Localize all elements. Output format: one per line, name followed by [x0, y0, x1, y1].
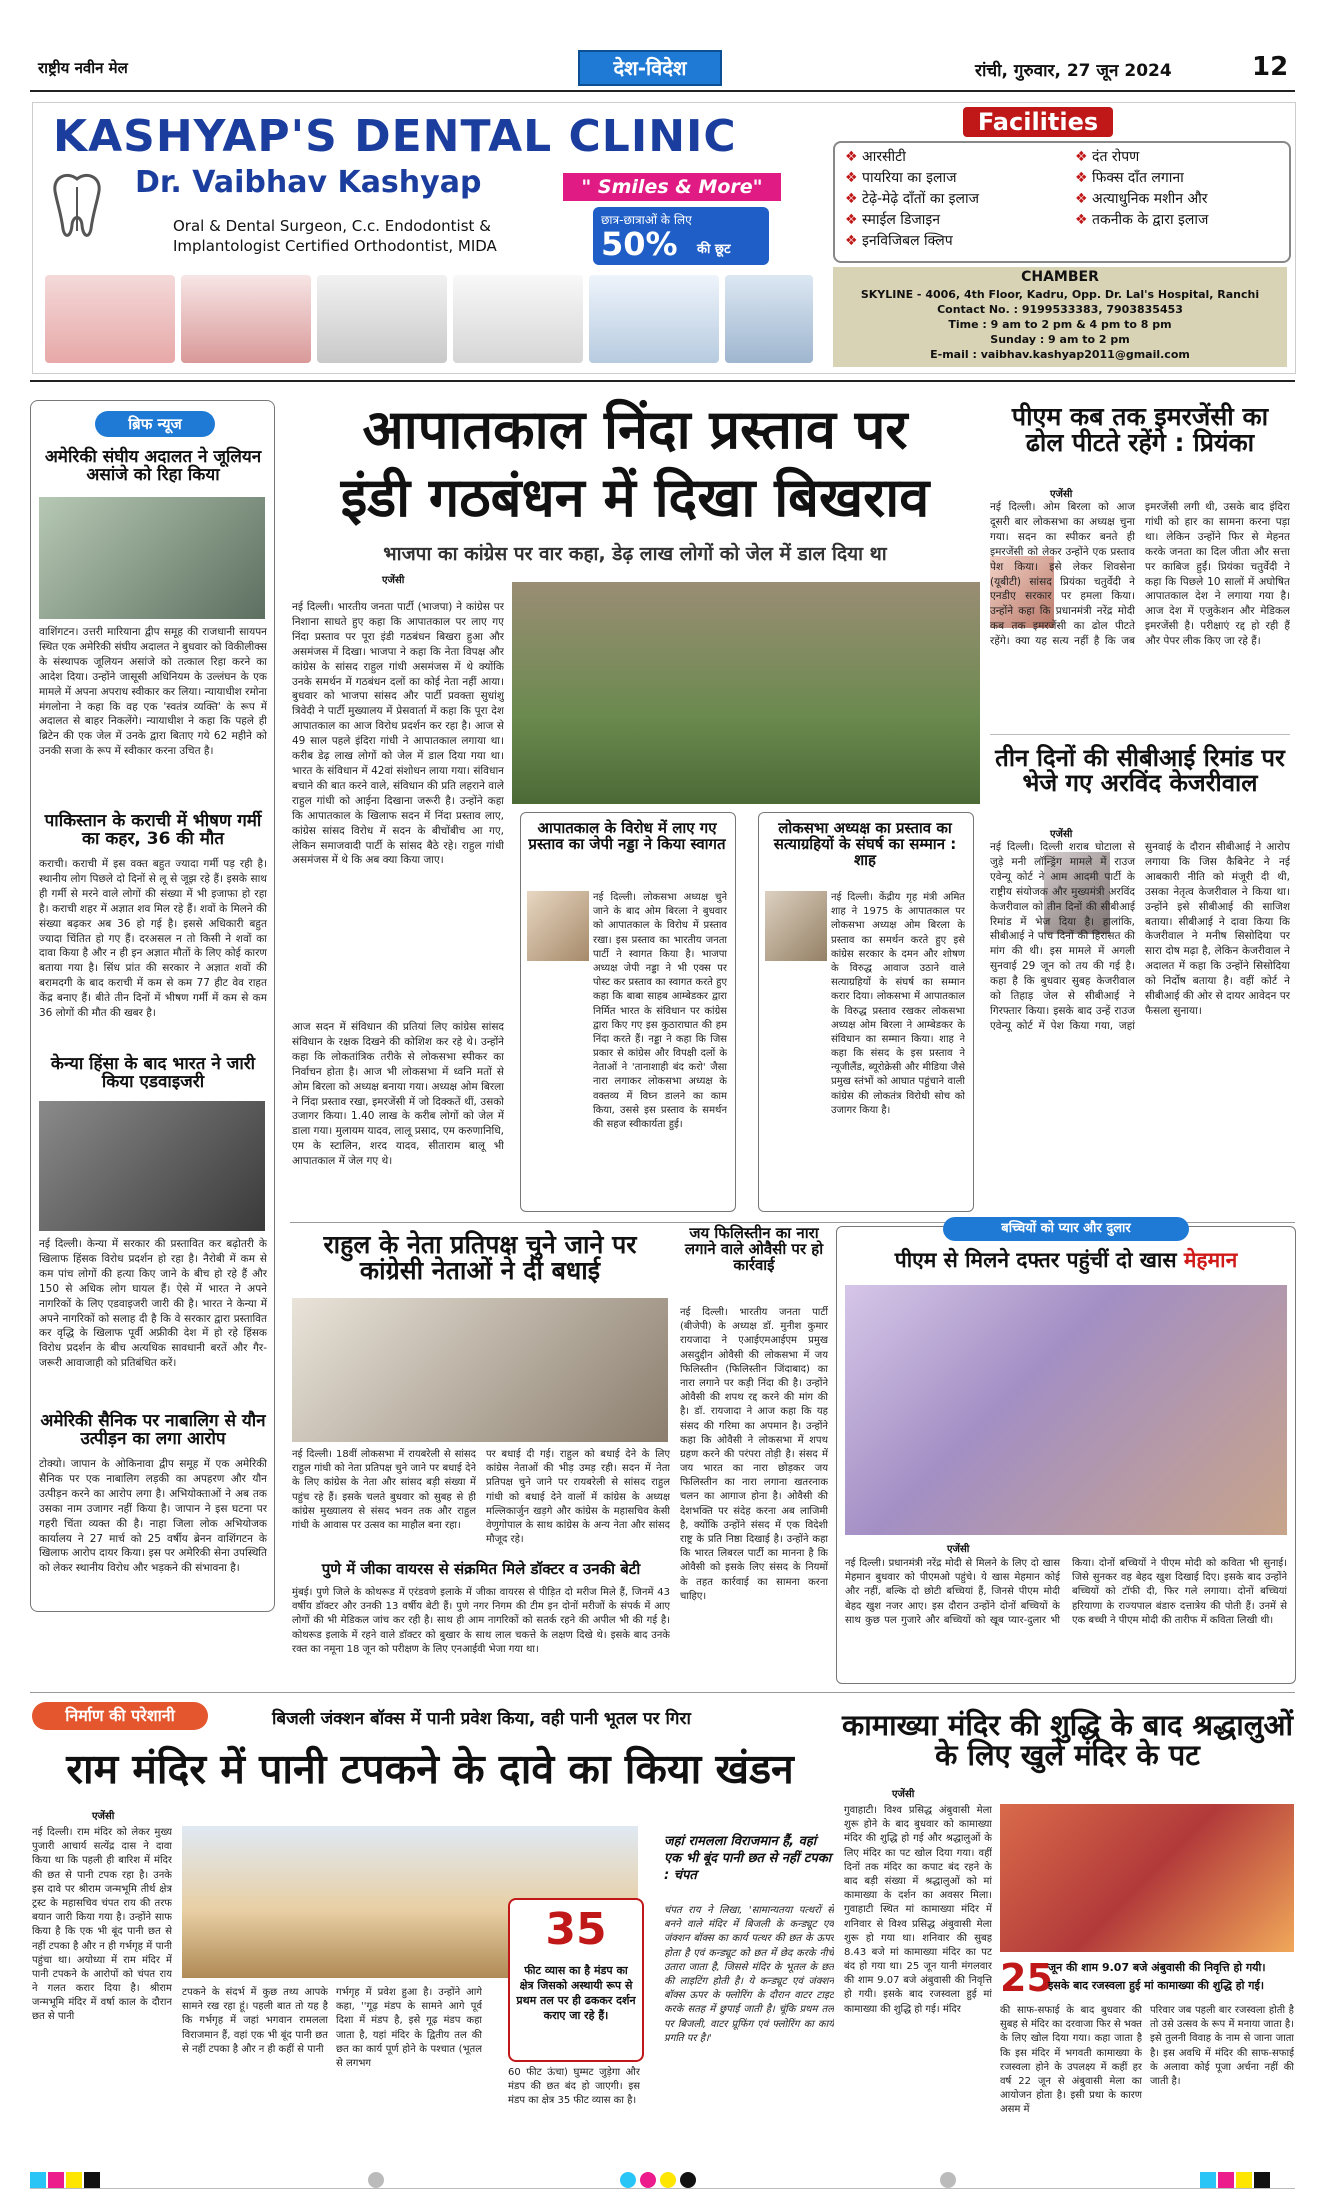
rahul-body-2: पर बधाई दी गई। राहुल को बधाई देने के लिए कांग्रेस नेताओं की भीड़ उमड़ रही। सदन में नेता प्रतिपक्ष चुने जाने पर रायबरेली से सांसद राहुल गांधी को बधाई देने वालों में कांग्रेस के अध्यक्ष मल्लिकार्जुन खड़गे और कांग्रेस के महासचिव केसी वेणुगोपाल के साथ कांग्रेस के अन्य नेता और सांसद मौजूद रहे। [486, 1449, 670, 1546]
registration-mark-sq-1 [1218, 2172, 1234, 2188]
kamakhya-body-3: परिवार जब पहली बार रजस्वला होती है तो उसे उत्सव के रूप में मनाया जाता है। इसे तुलनी विवाह के नाम से जाना जाता है। इस अवधि में मंदिर की साफ-सफाई के अलावा कोई पूजा अर्चना नहीं की जाती है। [1150, 2005, 1294, 2087]
bullet-icon: ❖ [845, 233, 863, 249]
parliament-photo [512, 582, 980, 804]
facility-left-1 [845, 168, 1065, 189]
ram-body-2: टपकने के संदर्भ में कुछ तथ्य आपके सामने रख रहा हूं। पहली बात तो यह है कि गर्भगृह में जहां भगवान रामलला विराजमान हैं, वहां एक भी बूंद पानी छत से नहीं टपका है और न ही कहीं से पानी [182, 1987, 328, 2055]
masthead-rule [30, 90, 1295, 92]
pm-kids-byline: एजेंसी [947, 1544, 970, 1555]
brief-news-label: ब्रिफ न्यूज [95, 411, 215, 437]
registration-mark-sq-3 [1254, 2172, 1270, 2188]
rahul-headline: राहुल के नेता प्रतिपक्ष चुने जाने पर कांग्रेसी नेताओं ने दी बधाई [323, 1230, 637, 1286]
nadda-box [520, 812, 736, 1212]
registration-mark-sq-0 [30, 2172, 46, 2188]
lead-body-1: नई दिल्ली। भारतीय जनता पार्टी (भाजपा) ने कांग्रेस पर निशाना साधते हुए कहा कि आपातकाल पर लाए गए निंदा प्रस्ताव पर पूरा इंडी गठबंधन बिखरा हुआ और असमंजस में दिखा। भाजपा ने कहा कि नेता विपक्ष और कांग्रेस के सांसद राहुल गांधी असमंजस में थे क्योंकि उनके समर्थन में गठबंधन दलों का कोई नेता नहीं आया। बुधवार को भाजपा सांसद और पार्टी प्रवक्ता सुधांशु त्रिवेदी ने पार्टी मुख्यालय में प्रेसवार्ता में कहा कि पूरा देश आपातकाल का आज विरोध प्रदर्शन कर रहा है। आज से 49 साल पहले इंदिरा गांधी ने आपातकाल लगाया था। करीब डेढ़ लाख लोगों को जेल में डाल दिया गया था। भारत के संविधान में 42वां संशोधन लाया गया। संविधान बचाने की बात करने वाले, संविधान की प्रति लहराने वाले राहुल गांधी को आईना दिखाना जरूरी है। उन्होंने कहा कि आपातकाल के खिलाफ सदन में निंदा प्रस्ताव लाए, कांग्रेस सांसद विरोध में सदन के बीचोंबीच आ गए, लेकिन समाजवादी पार्टी के सांसद बैठे रहे। राहुल गांधी असमंजस में थे कि अब क्या किया जाए। [292, 601, 504, 867]
priyanka-headline: पीएम कब तक इमरजेंसी का ढोल पीटते रहेंगे : प्रियंका [1011, 402, 1269, 458]
lead-body-2: आज सदन में संविधान की प्रतियां लिए कांग्रेस सांसद संविधान के रक्षक दिखने की कोशिश कर रहे थे। उन्होंने कहा कि लोकतांत्रिक तरीके से लोकसभा स्पीकर का निर्वाचन होता है। आज भी लोकसभा में ध्वनि मतों से ओम बिरला को अध्यक्ष बनाया गया। अध्यक्ष ओम बिरला ने निंदा प्रस्ताव रखा, इमरजेंसी में जो दिक्कतें थीं, उसको उजागर किया। 1.40 लाख के करीब लोगों को जेल में डाला गया। मुलायम यादव, लालू प्रसाद, एम करुणानिधि, एम के स्टालिन, शरद यादव, सीताराम बालू भी आपातकाल में जेल गए थे। [292, 1021, 504, 1168]
facilities-right-list [1075, 147, 1285, 231]
facility-label: दंत रोपण [1092, 149, 1140, 165]
pm-kids-headline [845, 1249, 1287, 1271]
chamber-line-1: Contact No. : 9199533383, 7903835453 [937, 303, 1183, 316]
registration-mark-sq-2 [66, 2172, 82, 2188]
rahul-body-1: नई दिल्ली। 18वीं लोकसभा में रायबरेली से सांसद राहुल गांधी को नेता प्रतिपक्ष चुने जाने पर बधाई देने के लिए कांग्रेस के नेता और सांसद बड़ी संख्या में पहुंच रहे हैं। इसके चलते बुधवार को सुबह से ही कांग्रेस मुख्यालय से संसद भवन तक और राहुल गांधी के आवास पर उत्सव का माहौल बना रहा। [292, 1449, 476, 1531]
kejriwal-body: नई दिल्ली। दिल्ली शराब घोटाला से जुड़े मनी लॉन्ड्रिंग मामले में राउज एवेन्यू कोर्ट ने आम आदमी पार्टी के राष्ट्रीय संयोजक और मुख्यमंत्री अरविंद केजरीवाल को तीन दिनों की सीबीआई रिमांड में भेज दिया है। हालांकि, सीबीआई ने पांच दिनों की हिरासत की मांग की थी। इस मामले में अगली सुनवाई 29 जून को तय की गई है। कहा है कि बुधवार सुबह केजरीवाल को तिहाड़ जेल से सीबीआई ने गिरफ्तार किया। इसके बाद उन्हें राउज एवेन्यू कोर्ट में पेश किया गया, जहां सुनवाई के दौरान सीबीआई ने आरोप लगाया कि जिस कैबिनेट ने नई आबकारी नीति को मंजूरी दी थी, उसका नेतृत्व केजरीवाल ने किया था। उन्होंने इसे सीबीआई की साजिश बताया। सीबीआई ने दावा किया कि केजरीवाल ने मनीष सिसोदिया पर सारा दोष मढ़ा है, लेकिन केजरीवाल ने अदालत में कहा कि उन्होंने सिसोदिया को निर्दोष बताया है। वहीं कोर्ट ने सीबीआई की ओर से दायर आवेदन पर फैसला सुनाया। [990, 841, 1290, 1032]
paper-name: राष्ट्रीय नवीन मेल [38, 59, 128, 77]
bullet-icon: ❖ [1075, 149, 1093, 165]
facility-right-3 [1075, 210, 1285, 231]
facility-right-2 [1075, 189, 1285, 210]
facility-label: अत्याधुनिक मशीन और [1092, 191, 1208, 207]
rahul-photo [292, 1298, 668, 1442]
facility-left-4 [845, 231, 1065, 252]
shah-box [758, 812, 974, 1212]
dental-clinic-ad [32, 102, 1296, 374]
clinic-name: KASHYAP'S DENTAL CLINIC [53, 111, 737, 162]
kamakhya-byline: एजेंसी [892, 1789, 915, 1800]
shah-photo [765, 891, 827, 961]
right-divider [990, 734, 1290, 735]
kamakhya-headline: कामाख्या मंदिर की शुद्धि के बाद श्रद्धालुओं के लिए खुले मंदिर के पट [841, 1708, 1294, 1773]
chamber-line-3: Sunday : 9 am to 2 pm [990, 333, 1130, 346]
brief-3-body: नई दिल्ली। केन्या में सरकार की प्रस्तावित कर बढ़ोतरी के खिलाफ हिंसक विरोध प्रदर्शन हो रहा है। नैरोबी में कम से कम पांच लोगों की हत्या किए जाने के बीच हो रहे हैं और 150 से अधिक लोग घायल हैं। ऐसे में भारत ने अपने नागरिकों के लिए एडवाइजरी जारी की है। भारत ने केन्या में अपने नागरिकों को सलाह दी है कि वे सरकार द्वारा प्रस्तावित कर वृद्धि के खिलाफ पूर्वी अफ्रीकी देश में हो रहे हिंसक विरोध प्रदर्शन के बीच अत्यधिक सावधानी बरतें और गैर-जरूरी आवाजाही को प्रतिबंधित करें। [39, 1238, 267, 1370]
brief-news-column [30, 400, 275, 1612]
ram-label: निर्माण की परेशानी [32, 1702, 208, 1730]
kejriwal-headline: तीन दिनों की सीबीआई रिमांड पर भेजे गए अरविंद केजरीवाल [995, 744, 1285, 798]
brief-4-body: टोक्यो। जापान के ओकिनावा द्वीप समूह में एक अमेरिकी सैनिक पर एक नाबालिग लड़की का अपहरण और यौन उत्पीड़न करने का आरोप लगा है। अभियोक्ताओं ने अब तक उसका नाम उजागर नहीं किया है। जापान ने इस घटना पर गहरी चिंता व्यक्त की है। नाहा जिला लोक अभियोजक कार्यालय ने 27 मार्च को 25 वर्षीय ब्रेनन वाशिंगटन के खिलाफ आरोप दायर किया। इस पर अमेरिकी सेना उपस्थिति को लेकर स्थानीय विरोध और भड़कने की संभावना है। [39, 1458, 267, 1575]
lead-byline: एजेंसी [382, 575, 405, 586]
nadda-headline: आपातकाल के विरोध में लाए गए प्रस्ताव का जेपी नड्डा ने किया स्वागत [528, 819, 726, 853]
bullet-icon: ❖ [1075, 212, 1093, 228]
brief-4-headline: अमेरिकी सैनिक पर नाबालिग से यौन उत्पीड़न का लगा आरोप [40, 1411, 266, 1449]
tooth-logo [47, 173, 107, 243]
registration-mark-dot-0 [620, 2172, 636, 2188]
chamber-line-0: SKYLINE - 4006, 4th Floor, Kadru, Opp. Dr. Lal's Hospital, Ranchi [860, 288, 1260, 301]
reg-mark-2 [940, 2172, 956, 2188]
registration-mark-sq-1 [48, 2172, 64, 2188]
kamakhya-body-1: गुवाहाटी। विश्व प्रसिद्ध अंबुवासी मेला शुरू होने के बाद बुधवार को कामाख्या मंदिर की शुद्धि हो गई और श्रद्धालुओं के लिए मंदिर का पट खोल दिया गया। वहीं दिनों तक मंदिर का कपाट बंद रहने के बाद बड़ी संख्या में श्रद्धालुओं को मां कामाख्या के दर्शन का अवसर मिला। गुवाहाटी स्थित मां कामाख्या मंदिर में शनिवार से विश्व प्रसिद्ध अंबुवासी मेला शुरू हो गया था। शनिवार की सुबह 8.43 बजे मां कामाख्या मंदिर का पट बंद हो गया था। 25 जून यानी मंगलवार की शाम 9.07 बजे अंबुवासी की निवृत्ति हो गयी। इसके बाद रजस्वला हुई मां कामाख्या की शुद्धि हो गई। मंदिर [844, 1805, 992, 2015]
dental-photo-6 [725, 275, 813, 363]
facility-right-1 [1075, 168, 1285, 189]
nadda-body: नई दिल्ली। लोकसभा अध्यक्ष चुने जाने के बाद ओम बिरला ने बुधवार को आपातकाल के विरोध में प्रस्ताव रखा। इस प्रस्ताव का भारतीय जनता पार्टी ने स्वागत किया है। भाजपा अध्यक्ष जेपी नड्डा ने भी एक्स पर पोस्ट कर प्रस्ताव का स्वागत करते हुए कहा कि बाबा साहब आम्बेडकर द्वारा निर्मित भारत के संविधान पर कांग्रेस द्वारा किए गए इस कुठाराघात की हम निंदा करते हैं। नड्डा ने कहा कि जिस प्रकार से कांग्रेस और विपक्षी दलों के नेताओं ने 'तानाशाही बंद करो' जैसा नारा लगाकर लोकसभा अध्यक्ष के वक्तव्य में विघ्न डालने का काम किया, उससे इस प्रस्ताव के समर्थन की सहज स्वीकार्यता हुई। [593, 892, 727, 1130]
assange-photo [39, 497, 265, 619]
zika-body: मुंबई। पुणे जिले के कोथरूड में एरंडवणे इलाके में जीका वायरस से पीड़ित दो मरीज मिले हैं, जिनमें 43 वर्षीय डॉक्टर और उनकी 13 वर्षीय बेटी हैं। पुणे नगर निगम की टीम इन दोनों मरीजों के संपर्क में आए लोगों की भी मेडिकल जांच कर रही है। साथ ही आम नागरिकों को सतर्क रहने की अपील भी की गई है। कोथरूड इलाके में रहने वाले डॉक्टर को बुखार के साथ लाल चकत्ते के लक्षण दिखे थे। इसके बाद उनके रक्त का नमूना 18 जून को परीक्षण के लिए एनआईवी भेजा गया था। [292, 1587, 670, 1655]
discount-suffix: की छूट [697, 242, 731, 257]
owaisi-headline: जय फिलिस्तीन का नारा लगाने वाले ओवैसी पर हो कार्रवाई [684, 1224, 824, 1274]
bullet-icon: ❖ [845, 170, 863, 186]
pm-kids-photo [845, 1285, 1287, 1535]
kamakhya-stat-text-2: इसके बाद रजस्वला हुई मां कामाख्या की शुद्धि हो गई। [1048, 1979, 1265, 1992]
ram-kicker: बिजली जंक्शन बॉक्स में पानी प्रवेश किया, वही पानी भूतल पर गिरा [272, 1709, 691, 1729]
footer-rule [30, 2188, 1295, 2189]
shah-body: नई दिल्ली। केंद्रीय गृह मंत्री अमित शाह ने 1975 के आपातकाल पर लोकसभा अध्यक्ष ओम बिरला के प्रस्ताव का समर्थन करते हुए इसे कांग्रेस सरकार के दमन और शोषण के विरुद्ध आवाज उठाने वाले सत्याग्रहियों के संघर्ष का सम्मान करार दिया। लोकसभा में आपातकाल के विरुद्ध प्रस्ताव रखकर लोकसभा अध्यक्ष ओम बिरला ने आम्बेडकर के संविधान का सम्मान किया। शाह ने कहा कि संसद के इस प्रस्ताव ने न्यूजीलैंड, ब्यूरोक्रेसी और मीडिया जैसे प्रमुख स्तंभों को आघात पहुंचाने वाली कांग्रेस की लोकतंत्र विरोधी सोच को उजागर किया है। [831, 892, 965, 1116]
section-tag: देश-विदेश [578, 50, 722, 86]
ram-headline: राम मंदिर में पानी टपकने के दावे का किया खंडन [66, 1745, 794, 1793]
quals-line1: Oral & Dental Surgeon, C.c. Endodontist & [173, 217, 491, 235]
owaisi-body: नई दिल्ली। भारतीय जनता पार्टी (बीजेपी) के अध्यक्ष डॉ. मुनीश कुमार रायजादा ने एआईएमआईएम प्रमुख असदुद्दीन ओवैसी की लोकसभा में जय फिलिस्तीन (फिलिस्तीन जिंदाबाद) का नारा लगाने पर कड़ी निंदा की है। उन्होंने ओवैसी की शपथ रद्द करने की मांग की है। डॉ. रायजादा ने आज कहा कि यह संसद की गरिमा का अपमान है। उन्होंने कहा कि ओवैसी ने लोकसभा में शपथ ग्रहण करने की परंपरा तोड़ी है। संसद में जय भारत का नारा छोड़कर जय फिलिस्तीन का नारा लगाना खतरनाक चलन का आगाज होना है। ओवैसी की देशभक्ति पर संदेह करना अब लाजिमी है, क्योंकि उन्होंने संसद में एक विदेशी राष्ट्र के प्रति निष्ठा दिखाई है। उन्होंने कहा कि भारत लिबरल पार्टी का मानना है कि ओवैसी को इसके लिए संसद के नियमों के तहत कार्रवाई का सामना करना चाहिए। [680, 1307, 828, 1602]
discount-badge [593, 207, 769, 265]
bullet-icon: ❖ [1075, 191, 1093, 207]
priyanka-byline: एजेंसी [1050, 489, 1073, 500]
brief-2-body: कराची। कराची में इस वक्त बहुत ज्यादा गर्मी पड़ रही है। स्थानीय लोग पिछले दो दिनों से लू से जूझ रहे हैं। इसके साथ ही गर्मी से मरने वाले लोगों की संख्या में भी इजाफा हो रहा है। कराची शहर में अज्ञात शव मिल रहे हैं। शवों के मिलने की संख्या बढ़कर अब 36 हो गई है। इससे अधिकारी बहुत ज्यादा चिंतित हो गए हैं। दरअसल न तो किसी ने शवों का दावा किया है और न ही इन अज्ञात मौतों के लिए कोई कारण बताया गया है। सिंध प्रांत की सरकार ने अज्ञात शवों की बरामदगी के बाद कराची में कम से कम 77 हीट वेव राहत केंद्र बनाए हैं। बीते तीन दिनों में भीषण गर्मी में कम से कम 36 लोगों की मौत की खबर है। [39, 858, 267, 1020]
facilities-title: Facilities [963, 107, 1113, 137]
ram-quote-head: जहां रामलला विराजमान हैं, वहां एक भी बूंद पानी छत से नहीं टपका : चंपत [664, 1834, 832, 1883]
facility-left-0 [845, 147, 1065, 168]
facility-label: आरसीटी [862, 149, 906, 165]
kamakhya-body-2: की साफ-सफाई के बाद बुधवार की सुबह से मंदिर का दरवाजा फिर से भक्त के लिए खोल दिया गया। कहा जाता है कि इस मंदिर में भगवती कामाख्या के रजस्वला होने के उपलक्ष्य में कहीं हर वर्ष 22 जून से अंबुवासी मेला का आयोजन होता है। इसी प्रथा के कारण असम में [1000, 2005, 1142, 2116]
facility-right-0 [1075, 147, 1285, 168]
lead-subhead: भाजपा का कांग्रेस पर वार कहा, डेढ़ लाख लोगों को जेल में डाल दिया था [383, 543, 887, 565]
facility-left-3 [845, 210, 1065, 231]
registration-mark-sq-0 [1200, 2172, 1216, 2188]
brief-3-headline: केन्या हिंसा के बाद भारत ने जारी किया एडवाइजरी [50, 1054, 256, 1092]
quals-line2: Implantologist Certified Orthodontist, MIDA [173, 237, 497, 255]
kamakhya-stat [1000, 1956, 1294, 2000]
tagline: " Smiles & More" [563, 173, 781, 201]
lead-headline-1: आपातकाल निंदा प्रस्ताव पर [362, 398, 908, 461]
pm-kids-headline-accent: मेहमान [1183, 1248, 1238, 1272]
kejriwal-byline: एजेंसी [1050, 829, 1073, 840]
bullet-icon: ❖ [845, 191, 863, 207]
kamakhya-stat-number: 25 [1000, 1956, 1053, 2000]
kenya-photo [39, 1101, 265, 1231]
chamber-line-4: E-mail : vaibhav.kashyap2011@gmail.com [930, 348, 1190, 361]
discount-value: 50% [601, 225, 678, 263]
priyanka-body: नई दिल्ली। ओम बिरला को आज दूसरी बार लोकसभा का अध्यक्ष चुना गया। सदन का स्पीकर बनते ही इमरजेंसी को लेकर उन्होंने एक प्रस्ताव पेश किया। इसे लेकर शिवसेना (यूबीटी) सांसद प्रियंका चतुर्वेदी ने एनडीए सरकार पर हमला किया। उन्होंने कहा कि प्रधानमंत्री नरेंद्र मोदी कब तक इमरजेंसी का ढोल पीटते रहेंगे। क्या यह सत्य नहीं है कि जब इमरजेंसी लगी थी, उसके बाद इंदिरा गांधी को हार का सामना करना पड़ा था। लेकिन उन्होंने फिर से मेहनत करके जनता का दिल जीता और सत्ता पर काबिज हुईं। प्रियंका चतुर्वेदी ने कहा कि पिछले 10 सालों में अघोषित आपातकाल देश ने लगाया गया है। आज देश में एजुकेशन और मेडिकल इमरजेंसी है। परीक्षाएं रद्द हो रही हैं और पेपर लीक किए जा रहे हैं। [990, 501, 1290, 648]
facility-label: स्माईल डिजाइन [862, 212, 941, 228]
zika-headline: पुणे में जीका वायरस से संक्रमित मिले डॉक्टर व उनकी बेटी [321, 1560, 641, 1578]
dateline: रांची, गुरुवार, 27 जून 2024 [975, 61, 1172, 81]
ram-stat-caption: 60 फीट ऊंचा) घुम्मट जुड़ेगा और मंडप की छत बंद हो जाएगी। इस मंडप का क्षेत्र 35 फीट व्यास का है। [508, 2067, 640, 2107]
bullet-icon: ❖ [845, 212, 863, 228]
chamber-box [833, 267, 1287, 367]
kamakhya-photo [1000, 1804, 1294, 1952]
lower-rule [30, 1692, 1295, 1693]
ram-body-1: नई दिल्ली। राम मंदिर को लेकर मुख्य पुजारी आचार्य सत्येंद्र दास ने दावा किया था कि पहली ही बारिश में मंदिर की छत से पानी टपक रहा है। उनके इस दावे पर श्रीराम जन्मभूमि तीर्थ क्षेत्र ट्रस्ट के महासचिव चंपत राय की तरफ बयान जारी किया गया है। उन्होंने साफ किया है कि एक भी बूंद पानी छत से नहीं टपका है और न ही गर्भगृह में पानी पहुंचा था। अयोध्या में राम मंदिर में पानी टपकने के आरोपों को चंपत राय ने गलत करार दिया है। श्रीराम जन्मभूमि मंदिर में वर्षा काल के दौरान छत से पानी [32, 1827, 172, 2023]
pm-kids-label: बच्चियों को प्यार और दुलार [943, 1217, 1189, 1241]
chamber-title: CHAMBER [1021, 269, 1099, 285]
brief-1-headline: अमेरिकी संघीय अदालत ने जूलियन असांजे को रिहा किया [44, 447, 262, 485]
facilities-box [833, 141, 1291, 263]
facility-label: पायरिया का इलाज [862, 170, 957, 186]
reg-mark-1 [368, 2172, 384, 2188]
ram-quote-body: चंपत राय ने लिखा, 'सामान्यतया पत्थरों से बनने वाले मंदिर में बिजली के कन्ड्यूट एवं जंक्शन बॉक्स का कार्य पत्थर की छत के ऊपर होता है एवं कन्ड्यूट को छत में छेद करके नीचे उतारा जाता है, जिससे मंदिर के भूतल के छत की लाइटिंग होती है। ये कन्ड्यूट एवं जंक्शन बॉक्स ऊपर के फ्लोरिंग के दौरान वाटर टाइट करके सतह में छुपाई जाती है। चूंकि प्रथम तल पर बिजली, वाटर प्रूफिंग एवं फ्लोरिंग का कार्य प्रगति पर है।' [664, 1905, 834, 2044]
dental-photo-2 [181, 275, 311, 363]
ram-stat-text: फीट व्यास का है मंडप का क्षेत्र जिसको अस्थायी रूप से प्रथम तल पर ही ढककर दर्शन कराए जा रहे हैं। [516, 1964, 636, 2022]
chamber-lines [833, 287, 1287, 362]
kamakhya-stat-text-1: जून की शाम 9.07 बजे अंबुवासी की निवृत्ति हो गयी। [1048, 1961, 1266, 1974]
facilities-left-list [845, 147, 1065, 252]
registration-mark-sq-3 [84, 2172, 100, 2188]
brief-1-body: वाशिंगटन। उत्तरी मारियाना द्वीप समूह की राजधानी सायपन स्थित एक अमेरिकी संघीय अदालत ने बुधवार को विकीलीक्स के संस्थापक जूलियन असांजे को तत्काल रिहा करने का आदेश दिया। उन्होंने जासूसी अधिनियम के उल्लंघन के एक मामले में अपना अपराध स्वीकार कर लिया। न्यायाधीश रमोना मंगलोना ने कहा कि वह एक 'स्वतंत्र व्यक्ति' के रूप में अदालत से बाहर निकलेंगे। न्यायाधीश ने कहा कि पहले ही ब्रिटेन की एक जेल में उनके द्वारा बिताए गये 62 महीने को उनकी सजा के रूप में स्वीकार करना उचित है। [39, 626, 267, 758]
doctor-name: Dr. Vaibhav Kashyap [135, 165, 482, 200]
dental-photo-5 [589, 275, 719, 363]
ad-bottom-rule [30, 380, 1295, 382]
facility-label: तकनीक के द्वारा इलाज [1092, 212, 1209, 228]
registration-mark-dot-1 [640, 2172, 656, 2188]
dental-photo-3 [317, 275, 447, 363]
registration-mark-dot-2 [660, 2172, 676, 2188]
dental-photo-1 [45, 275, 175, 363]
facility-label: टेढ़े-मेढ़े दाँतों का इलाज [862, 191, 980, 207]
registration-mark-dot-3 [680, 2172, 696, 2188]
ram-stat-number: 35 [545, 1904, 607, 1955]
nadda-photo [527, 891, 589, 961]
ram-body-3: गर्भगृह में प्रवेश हुआ है। उन्होंने आगे कहा, ''गूढ़ मंडप के सामने आगे पूर्व दिशा में मंडप है, इसे गूढ़ मंडप कहा जाता है, यहां मंदिर के द्वितीय तल की छत का कार्य पूर्ण होने के पश्चात (भूतल से लगभग [336, 1987, 482, 2069]
facility-left-2 [845, 189, 1065, 210]
registration-mark-sq-2 [1236, 2172, 1252, 2188]
lead-headline-2: इंडी गठबंधन में दिखा बिखराव [340, 466, 930, 529]
bullet-icon: ❖ [1075, 170, 1093, 186]
page-number: 12 [1252, 52, 1289, 82]
masthead [30, 48, 1295, 88]
ram-byline: एजेंसी [92, 1811, 115, 1822]
facility-label: इनविजिबल क्लिप [862, 233, 953, 249]
dental-photo-4 [453, 275, 583, 363]
brief-2-headline: पाकिस्तान के कराची में भीषण गर्मी का कहर, 36 की मौत [44, 811, 262, 849]
pm-kids-headline-main: पीएम से मिलने दफ्तर पहुंचीं दो खास [894, 1248, 1177, 1272]
chamber-line-2: Time : 9 am to 2 pm & 4 pm to 8 pm [948, 318, 1172, 331]
pm-kids-body: नई दिल्ली। प्रधानमंत्री नरेंद्र मोदी से मिलने के लिए दो खास मेहमान बुधवार को पीएमओ पहुंचे। ये खास मेहमान कोई और नहीं, बल्कि दो छोटी बच्चियां हैं, जिनसे पीएम मोदी बेहद खुश नजर आए। इस दौरान उन्होंने दोनों बच्चियों के साथ कुछ पल गुजारे और बच्चियों को खूब प्यार-दुलार भी किया। दोनों बच्चियों ने पीएम मोदी को कविता भी सुनाई। जिसे सुनकर वह बेहद खुश दिखाई दिए। इसके बाद उन्होंने बच्चियों को टॉफी दी, फिर गले लगाया। दोनों बच्चियां हरियाणा के राज्यपाल बंडारु दत्तात्रेय की पोती हैं। उनमें से एक बच्ची ने पीएम मोदी की तारीफ में कविता लिखी थी। [845, 1558, 1287, 1626]
discount-label: छात्र-छात्राओं के लिए [601, 213, 692, 227]
facility-label: फिक्स दाँत लगाना [1092, 170, 1184, 186]
pm-kids-box [836, 1221, 1296, 1684]
bullet-icon: ❖ [845, 149, 863, 165]
shah-headline: लोकसभा अध्यक्ष का प्रस्ताव का सत्याग्रहियों के संघर्ष का सम्मान : शाह [773, 819, 957, 869]
ram-stat-box [508, 1898, 644, 2062]
